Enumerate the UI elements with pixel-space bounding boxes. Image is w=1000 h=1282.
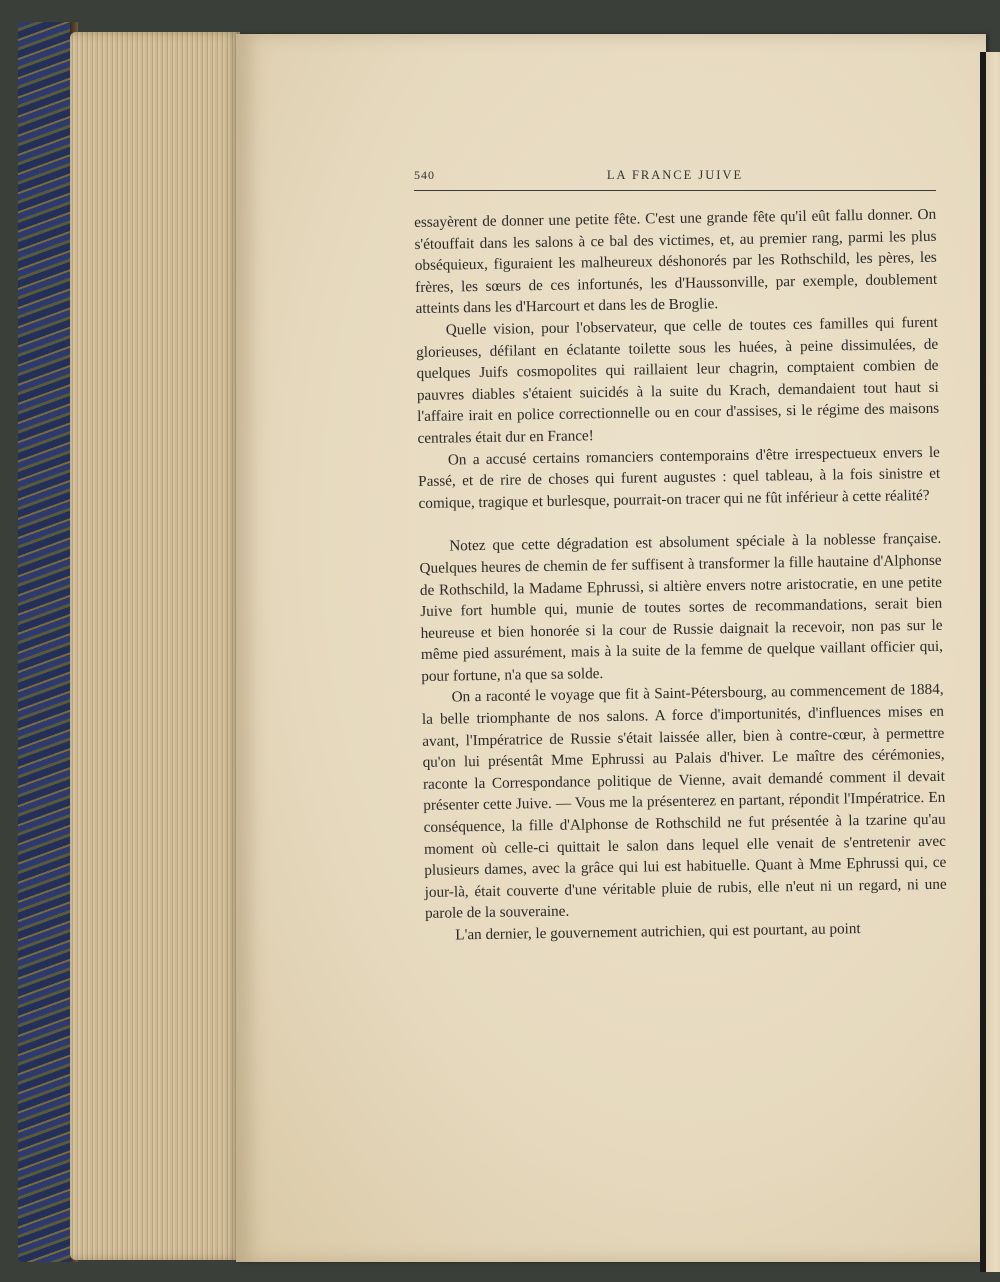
page-stack <box>70 32 240 1260</box>
paragraph: essayèrent de donner une petite fête. C'est une grande fête qu'il eût fallu donner. On s'étouffait dans les salons à ce bal des victimes, et, au premier rang, parmi les plus obséquieux, figuraient les malheureux déshonorés par les Rothschild, les pères, les frères, les sœurs de ces infortunés, les d'Haussonville, par exemple, doublement atteints dans les d'Harcourt et dans les de Broglie. <box>414 205 938 318</box>
page-header <box>414 166 936 191</box>
running-title: LA FRANCE JUIVE <box>606 168 744 182</box>
body-text <box>414 204 947 947</box>
paragraph: L'an dernier, le gouvernement autrichien, qui est pourtant, au point <box>455 920 861 944</box>
page-number: 540 <box>414 168 435 182</box>
paragraph: On a accusé certains romanciers contemporains d'être irrespectueux envers le Passé, et de rire de choses qui furent augustes : quel tableau, à la fois sinistre et comique, tragique et burlesque, pourrait-on tracer qui ne fût inférieur à cette réalité? <box>418 443 941 512</box>
paragraph: Quelle vision, pour l'observateur, que celle de toutes ces familles qui furent glorieuses, défilant en éclatante toilette sous les huées, à peine dissimulées, de quelques Juifs cosmopolites qui raillaient leur chagrin, comptaient combien de pauvres diables s'étaient suicidés à la suite du Krach, demandaient tout haut si l'affaire irait en police correctionnelle ou en cour d'assises, si le régime des maisons centrales était dur en France! <box>416 313 940 447</box>
paragraph: Notez que cette dégradation est absolument spéciale à la noblesse française. Quelques heures de chemin de fer suffisent à transformer la fille hautaine d'Alphonse de Rothschild, la Madame Ephrussi, si altière envers notre aristocratie, en une petite Juive fort humble qui, munie de toutes sortes de recommandations, serait bien heureuse et bien honorée si la cour de Russie daignait la recevoir, non pas sur le même pied assurément, mais à la suite de la femme de quelque vaillant officier qui, pour fortune, n'a que sa solde. <box>419 530 944 685</box>
facing-page-edge <box>980 52 1000 1272</box>
paragraph: On a raconté le voyage que fit à Saint-Pétersbourg, au commencement de 1884, la belle triomphante de nos salons. A force d'importunités, d'influences mises en avant, l'Impératrice de Russie s'était laissée aller, bien à contre-cœur, à permettre qu'on lui présentât Mme Ephrussi au Palais d'hiver. Le maître des cérémonies, raconte la Correspondance politique de Vienne, avait demandé comment il devait présenter cette Juive. — Vous me la présenterez en partant, répondit l'Impératrice. En conséquence, la fille d'Alphonse de Rothschild ne fut présentée à la tzarine qu'au moment où celle-ci quittait le salon dans lequel elle venait de s'entretenir avec plusieurs dames, avec la grâce qui lui est habituelle. Quant à Mme Ephrussi qui, ce jour-là, était couverte d'une véritable pluie de rubis, elle n'eut ni un regard, ni une parole de la souveraine. <box>421 681 947 923</box>
marbled-cover <box>18 22 78 1262</box>
